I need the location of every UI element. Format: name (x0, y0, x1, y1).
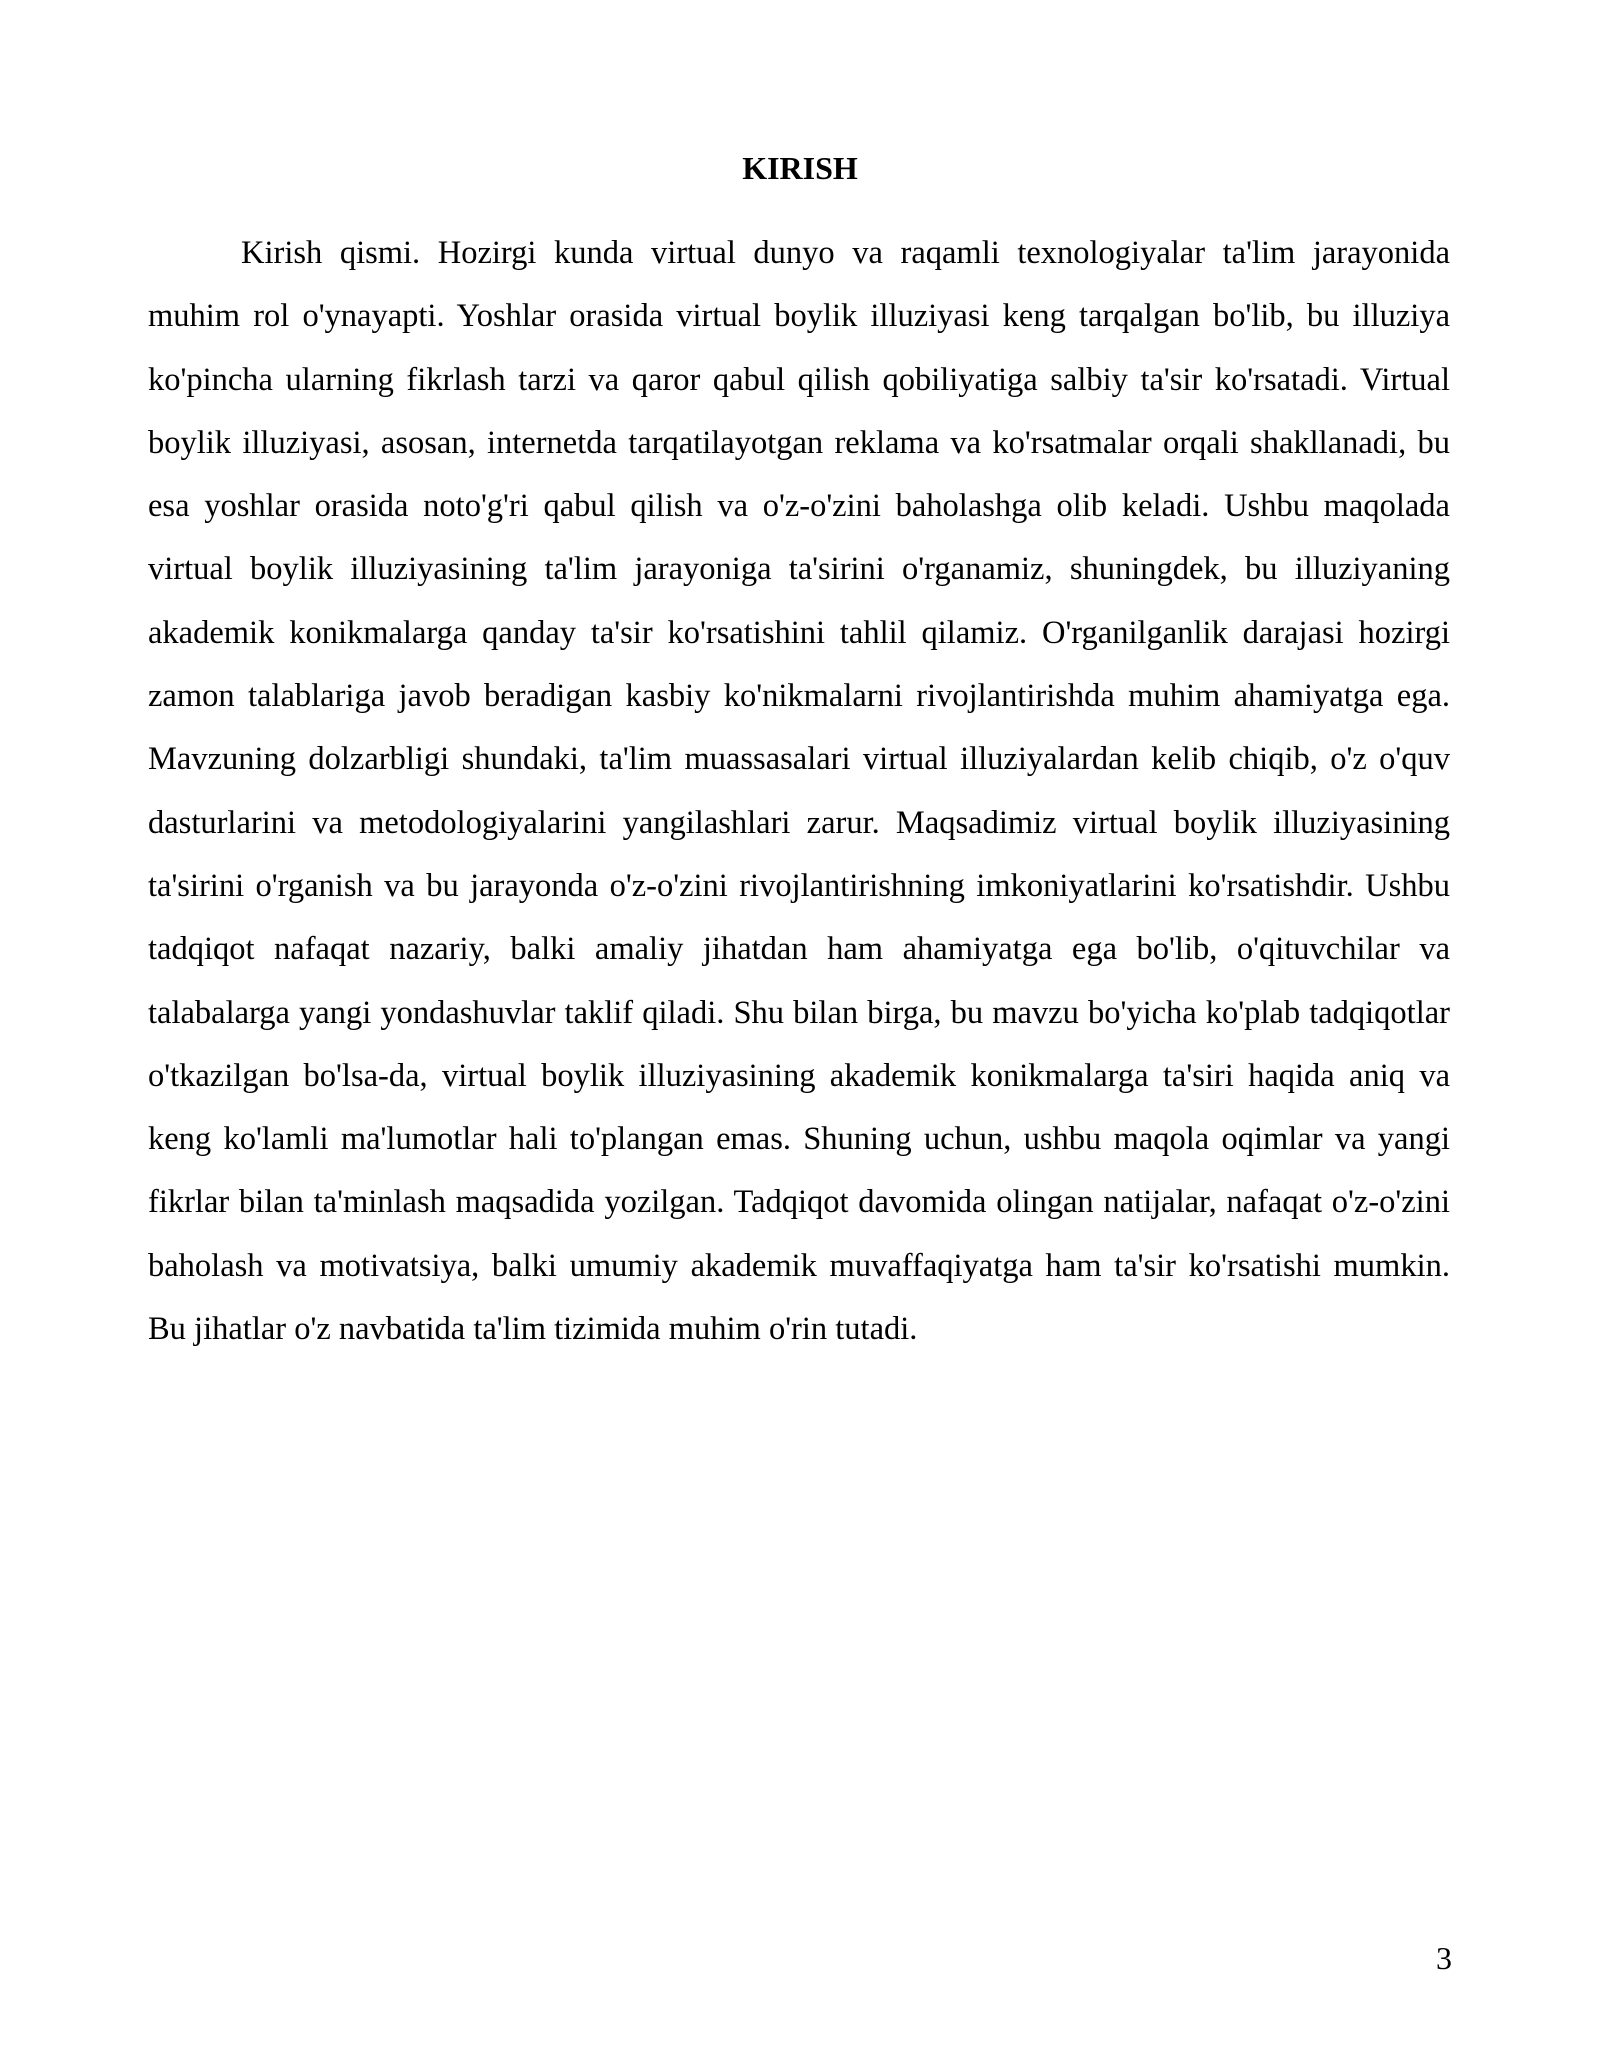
page-title: KIRISH (742, 150, 858, 186)
body-paragraph: Kirish qismi. Hozirgi kunda virtual dunyo va raqamli texnologiyalar ta'lim jarayonida muhim rol o'ynayapti. Yoshlar orasida virtual boylik illuziyasi keng tarqalgan bo'lib, bu illuziya ko'pincha ularning fikrlash tarzi va qaror qabul qilish qobiliyatiga salbiy ta'sir ko'rsatadi. Virtual boylik illuziyasi, asosan, internetda tarqatilayotgan reklama va ko'rsatmalar orqali shakllanadi, bu esa yoshlar orasida noto'g'ri qabul qilish va o'z-o'zini baholashga olib keladi. Ushbu maqolada virtual boylik illuziyasining ta'lim jarayoniga ta'sirini o'rganamiz, shuningdek, bu illuziyaning akademik konikmalarga qanday ta'sir ko'rsatishini tahlil qilamiz. O'rganilganlik darajasi hozirgi zamon talablariga javob beradigan kasbiy ko'nikmalarni rivojlantirishda muhim ahamiyatga ega. Mavzuning dolzarbligi shundaki, ta'lim muassasalari virtual illuziyalardan kelib chiqib, o'z o'quv dasturlarini va metodologiyalarini yangilashlari zarur. Maqsadimiz virtual boylik illuziyasining ta'sirini o'rganish va bu jarayonda o'z-o'zini rivojlantirishning imkoniyatlarini ko'rsatishdir. Ushbu tadqiqot nafaqat nazariy, balki amaliy jihatdan ham ahamiyatga ega bo'lib, o'qituvchilar va talabalarga yangi yondashuvlar taklif qiladi. Shu bilan birga, bu mavzu bo'yicha ko'plab tadqiqotlar o'tkazilgan bo'lsa-da, virtual boylik illuziyasining akademik konikmalarga ta'siri haqida aniq va keng ko'lamli ma'lumotlar hali to'plangan emas. Shuning uchun, ushbu maqola oqimlar va yangi fikrlar bilan ta'minlash maqsadida yozilgan. Tadqiqot davomida olingan natijalar, nafaqat o'z-o'zini baholash va motivatsiya, balki umumiy akademik muvaffaqiyatga ham ta'sir ko'rsatishi mumkin. Bu jihatlar o'z navbatida ta'lim tizimida muhim o'rin tutadi. (148, 235, 1450, 1348)
page-number: 3 (1436, 1940, 1452, 1976)
